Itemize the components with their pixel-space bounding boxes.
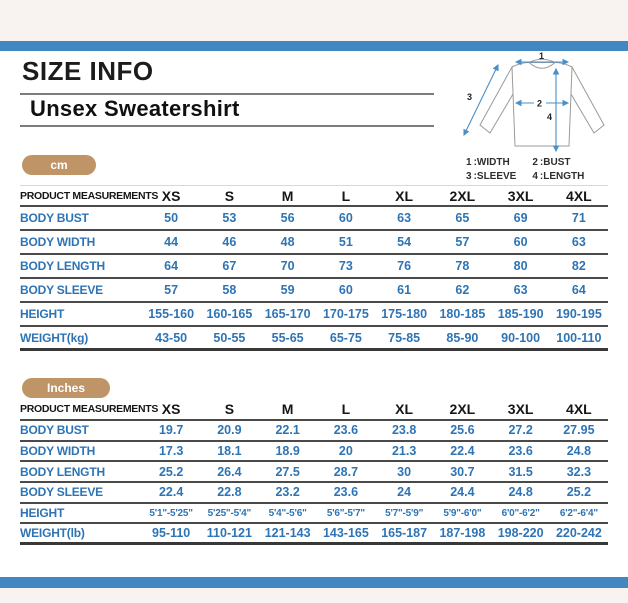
measurement-value: 69 [513,211,528,225]
measurement-value: 175-180 [381,307,428,321]
size-table-cm [20,185,608,351]
measurement-value: 187-198 [439,526,486,541]
measurement-value: 64 [164,259,179,273]
legend-label: :SLEEVE [473,171,517,182]
measurement-row-label: BODY LENGTH [20,464,105,479]
measurement-value: 50-55 [213,330,246,345]
measurement-value: 155-160 [148,307,195,321]
measurement-value: 185-190 [497,307,544,321]
measurement-value: 70 [280,259,295,273]
measurement-value: 121-143 [264,526,311,541]
left-sleeve [480,67,516,133]
top-accent-bar [0,41,628,51]
measurement-value: 65-75 [329,330,362,345]
product-name: Unsex Sweatershirt [30,96,240,121]
measurement-value: 71 [571,211,586,225]
table-header-row [20,186,608,207]
measurement-row-label: WEIGHT(kg) [20,330,88,345]
measurement-row-label: BODY WIDTH [20,444,96,459]
size-column-header: L [341,401,351,417]
measurement-value: 220-242 [555,526,602,541]
measurement-value: 54 [397,235,412,249]
measurement-value: 5'6"-5'7" [326,507,365,519]
measurement-value: 51 [338,235,353,249]
legend-label: :BUST [539,157,571,168]
measurement-value: 23.8 [391,423,417,438]
measurement-value: 60 [513,235,528,249]
measurement-value: 30 [397,464,412,479]
table-row [20,303,608,327]
measurement-value: 63 [571,235,586,249]
measurement-value: 56 [280,211,295,225]
measurement-value: 57 [164,283,179,297]
size-column-header: XS [161,187,181,204]
table-row [20,255,608,279]
measurement-value: 43-50 [155,330,188,345]
measurement-row-label: BODY BUST [20,423,89,438]
measurement-value: 20 [338,444,353,459]
table-header-row [20,399,608,421]
size-column-header: L [341,187,351,204]
table-row [20,483,608,504]
table-row [20,462,608,483]
table-row [20,421,608,442]
measurement-value: 6'2"-6'4" [559,507,598,519]
right-sleeve [568,67,604,133]
size-column-header: M [281,187,294,204]
measurement-value: 46 [222,235,237,249]
measurement-value: 62 [455,283,470,297]
measurement-value: 110-121 [206,526,252,541]
size-column-header: M [281,401,294,417]
marker-2: 2 [537,98,543,109]
legend-item-length [532,171,584,182]
measurement-value: 165-170 [264,307,311,321]
measurement-value: 30.7 [450,464,475,479]
measurement-value: 31.5 [508,464,533,479]
size-column-header: S [224,187,235,204]
size-column-header: 3XL [507,401,534,417]
table-row [20,442,608,463]
measurements-header: PRODUCT MEASUREMENTS [20,403,159,415]
measurement-value: 165-187 [381,526,428,541]
measurement-value: 5'4"-5'6" [268,507,307,519]
measurement-value: 95-110 [152,526,191,541]
measurement-value: 6'0"-6'2" [501,507,540,519]
size-table-inches [20,399,608,545]
measurement-row-label: BODY BUST [20,211,89,225]
table-row [20,207,608,231]
measurement-value: 85-90 [446,330,479,345]
table-row [20,327,608,351]
measurement-value: 25.2 [566,485,592,500]
unit-badge-cm: cm [22,155,96,175]
measurement-value: 17.3 [158,444,184,459]
measurement-value: 90-100 [501,330,541,345]
measurement-value: 60 [338,211,353,225]
measurement-value: 100-110 [556,330,602,345]
legend-item-sleeve [466,171,516,182]
measurement-value: 32.3 [566,464,592,479]
sweater-measurement-diagram [450,51,628,182]
measurement-value: 24.4 [450,485,475,500]
size-column-header: 4XL [566,401,592,417]
measurement-value: 53 [222,211,237,225]
measurement-value: 27.5 [275,464,300,479]
measurement-value: 48 [280,235,295,249]
measurement-value: 82 [571,259,586,273]
measurement-value: 50 [164,211,179,225]
measurement-value: 25.2 [158,464,184,479]
measurement-value: 5'1"-5'25" [149,507,193,519]
measurement-value: 76 [397,259,412,273]
page-title: SIZE INFO [22,56,154,86]
measurement-value: 19.7 [158,423,184,438]
size-column-header: 3XL [507,187,534,204]
measurement-value: 23.6 [333,423,359,438]
legend-num: 4 [532,171,538,182]
measurement-value: 180-185 [439,307,486,321]
measurement-value: 59 [280,283,295,297]
measurement-value: 64 [571,283,586,297]
marker-4: 4 [547,112,553,122]
measurement-value: 80 [513,259,528,273]
measurement-value: 26.4 [217,464,242,479]
measurement-row-label: BODY SLEEVE [20,485,103,500]
measurement-value: 55-65 [271,330,304,345]
measurement-value: 75-85 [388,330,421,345]
measurement-value: 20.9 [217,423,242,438]
measurement-value: 24 [397,485,412,500]
diagram-legend [466,157,584,182]
sweater-diagram-svg [450,51,626,155]
measurement-value: 170-175 [322,307,369,321]
marker-3: 3 [467,92,473,102]
measurement-value: 5'7"-5'9" [385,507,424,519]
measurement-value: 23.6 [508,444,533,459]
measurement-value: 21.3 [391,444,417,459]
size-column-header: S [224,401,235,417]
measurement-value: 22.4 [158,485,184,500]
legend-label: :LENGTH [539,171,585,182]
measurement-value: 198-220 [497,526,544,541]
measurement-value: 78 [455,259,470,273]
measurement-value: 63 [513,283,528,297]
measurement-value: 160-165 [206,307,253,321]
measurement-value: 44 [164,235,179,249]
legend-num: 1 [466,157,472,168]
table-row [20,231,608,255]
measurement-value: 63 [397,211,412,225]
measurement-value: 22.1 [275,423,300,438]
measurement-value: 65 [455,211,470,225]
content-panel [0,51,628,577]
measurement-row-label: BODY LENGTH [20,259,105,273]
measurement-value: 18.1 [217,444,242,459]
measurement-value: 27.95 [563,423,595,438]
measurement-value: 23.6 [333,485,359,500]
size-column-header: XS [161,401,181,417]
measurement-value: 5'9"-6'0" [443,507,482,519]
legend-item-bust [532,157,584,168]
measurement-value: 67 [222,259,237,273]
measurement-value: 190-195 [555,307,602,321]
measurement-value: 58 [222,283,237,297]
measurement-value: 24.8 [566,444,592,459]
measurement-value: 57 [455,235,470,249]
measurement-row-label: BODY SLEEVE [20,283,103,297]
measurements-header: PRODUCT MEASUREMENTS [20,189,159,202]
measurement-value: 18.9 [275,444,300,459]
measurement-value: 25.6 [450,423,475,438]
measurement-row-label: WEIGHT(lb) [20,526,85,541]
marker-1: 1 [539,51,545,61]
measurement-value: 22.8 [217,485,242,500]
measurement-row-label: BODY WIDTH [20,235,96,249]
table-row [20,279,608,303]
measurement-value: 27.2 [508,423,533,438]
measurement-row-label: HEIGHT [20,307,65,321]
bottom-accent-bar [0,577,628,588]
measurement-value: 22.4 [450,444,475,459]
size-column-header: 4XL [566,187,592,204]
legend-num: 3 [466,171,472,182]
measurement-value: 60 [338,283,353,297]
measurement-value: 73 [338,259,353,273]
legend-num: 2 [532,157,538,168]
measurement-value: 5'25"-5'4" [207,507,252,519]
legend-label: :WIDTH [473,157,510,168]
measurement-value: 28.7 [333,464,359,479]
size-column-header: XL [395,401,414,417]
measurement-row-label: HEIGHT [20,506,65,521]
table-row [20,524,608,545]
measurement-value: 24.8 [508,485,533,500]
unit-badge-inches: Inches [22,378,110,398]
size-column-header: 2XL [449,187,476,204]
measurement-value: 143-165 [322,526,369,541]
legend-item-width [466,157,516,168]
table-row [20,504,608,525]
measurement-value: 23.2 [275,485,300,500]
size-column-header: 2XL [449,401,476,417]
measurement-value: 61 [397,283,412,297]
product-name-box [20,93,434,127]
size-column-header: XL [395,187,414,204]
